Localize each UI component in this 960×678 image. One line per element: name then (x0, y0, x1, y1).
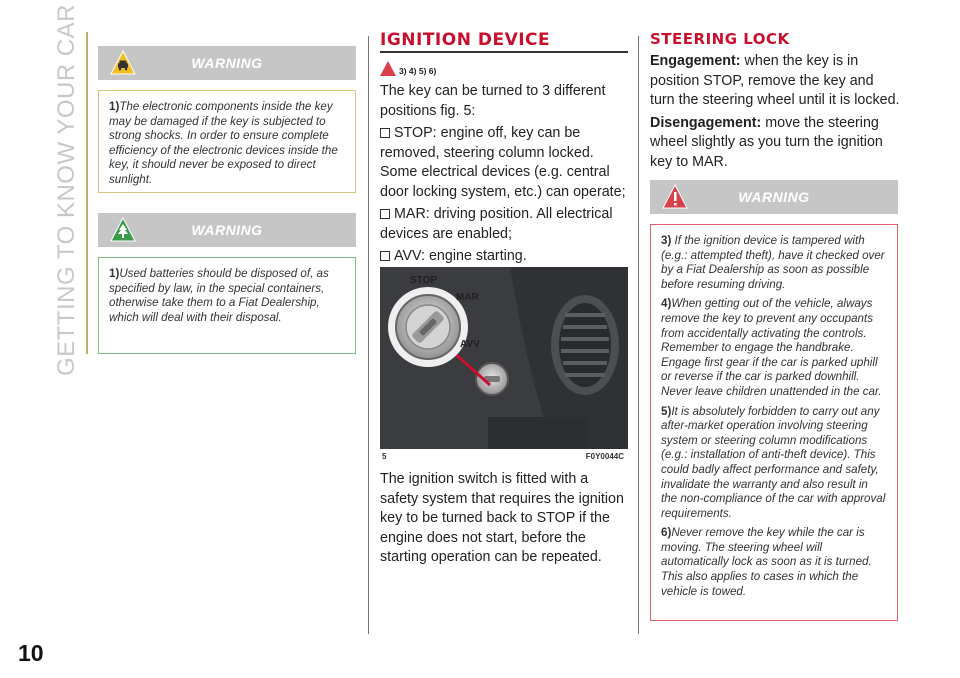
page-number: 10 (18, 640, 44, 666)
ignition-device-section (380, 30, 628, 270)
warning-refs: 3) 4) 5) 6) (380, 61, 628, 76)
warning-body: 1)Used batteries should be disposed of, as specified by law, in the special containers, otherwise take them to a Fiat Dealership, which will deal with their disposal. (98, 257, 356, 354)
steering-lock-section (650, 30, 900, 175)
sidebar-section-title: GETTING TO KNOW YOUR CAR (53, 3, 81, 377)
environment-tree-icon (110, 217, 136, 243)
warning-title: WARNING (738, 189, 810, 205)
figure-code: F0Y0044C (585, 452, 624, 461)
column-divider-1 (368, 36, 369, 634)
warning-header (98, 46, 356, 80)
bullet-avv: AVV: engine starting. (380, 247, 628, 267)
car-warning-icon (110, 50, 136, 76)
intro-text: The key can be turned to 3 different positions fig. 5: (380, 83, 606, 119)
checkbox-bullet-icon (380, 251, 390, 261)
warning-electronics (98, 46, 356, 193)
label-avv: AVV (460, 339, 480, 350)
warning-item-3: 3) If the ignition device is tampered with (e.g.: attempted theft), have it checked over by a Fiat Dealership as soon as possible before resuming driving. (661, 234, 885, 291)
ignition-closing-text: The ignition switch is fitted with a safety system that requires the ignition key to be turned back to STOP if the engine does not start, before the starting operation can be repeated. (380, 471, 624, 565)
section-title: IGNITION DEVICE (380, 30, 551, 50)
warning-title: WARNING (191, 222, 263, 238)
ignition-switch-illustration (380, 267, 628, 449)
ignition-figure (380, 267, 628, 449)
section-title: STEERING LOCK (650, 30, 790, 48)
warning-header (98, 213, 356, 247)
checkbox-bullet-icon (380, 209, 390, 219)
ignition-text (380, 82, 628, 267)
figure-number: 5 (382, 452, 387, 461)
warning-item-5: 5)It is absolutely forbidden to carry out any after-market operation involving steering system or steering column modifications (e.g.: installation of anti-theft device). This could badly affect performance and safety, invalidate the warranty and also result in the non-compliance of the car with approval requirements. (661, 404, 886, 520)
label-mar: MAR (456, 292, 479, 303)
warning-ignition (650, 180, 898, 621)
warning-body: 1)The electronic components inside the key may be damaged if the key is subjected to strong shocks. In order to ensure complete efficiency of the electronic devices inside the key, it should never be exposed to direct sunlight. (98, 90, 356, 193)
warning-title: WARNING (191, 55, 263, 71)
bullet-mar: MAR: driving position. All electrical devices are enabled; (380, 206, 613, 242)
warning-body (650, 224, 898, 621)
column-divider-2 (638, 36, 639, 634)
warning-triangle-icon (662, 184, 688, 210)
warning-triangle-icon (380, 61, 396, 76)
title-rule (380, 51, 628, 53)
warning-item-6: 6)Never remove the key while the car is moving. The steering wheel will automatically lock as soon as it is turned. This also applies to cases in which the vehicle is towed. (661, 526, 872, 598)
label-stop: STOP (410, 275, 438, 286)
bullet-stop: STOP: engine off, key can be removed, steering column locked. Some electrical devices (e.g. central door locking system, etc.) can operate; (380, 125, 626, 200)
figure-caption (380, 449, 628, 463)
steering-lock-text: Engagement: when the key is in position STOP, remove the key and turn the steering wheel until it is locked. Disengagement: move the steering wheel slightly as you turn the ignition key to MAR. (650, 53, 900, 170)
warning-batteries (98, 213, 356, 354)
checkbox-bullet-icon (380, 128, 390, 138)
warning-item-4: 4)When getting out of the vehicle, always remove the key to prevent any occupants from accidentally activating the controls. Remember to engage the handbrake. Engage first gear if the car is parked uphill or reverse if the car is parked downhill. Never leave children unattended in the car. (661, 297, 882, 398)
sidebar-rule (86, 32, 88, 354)
